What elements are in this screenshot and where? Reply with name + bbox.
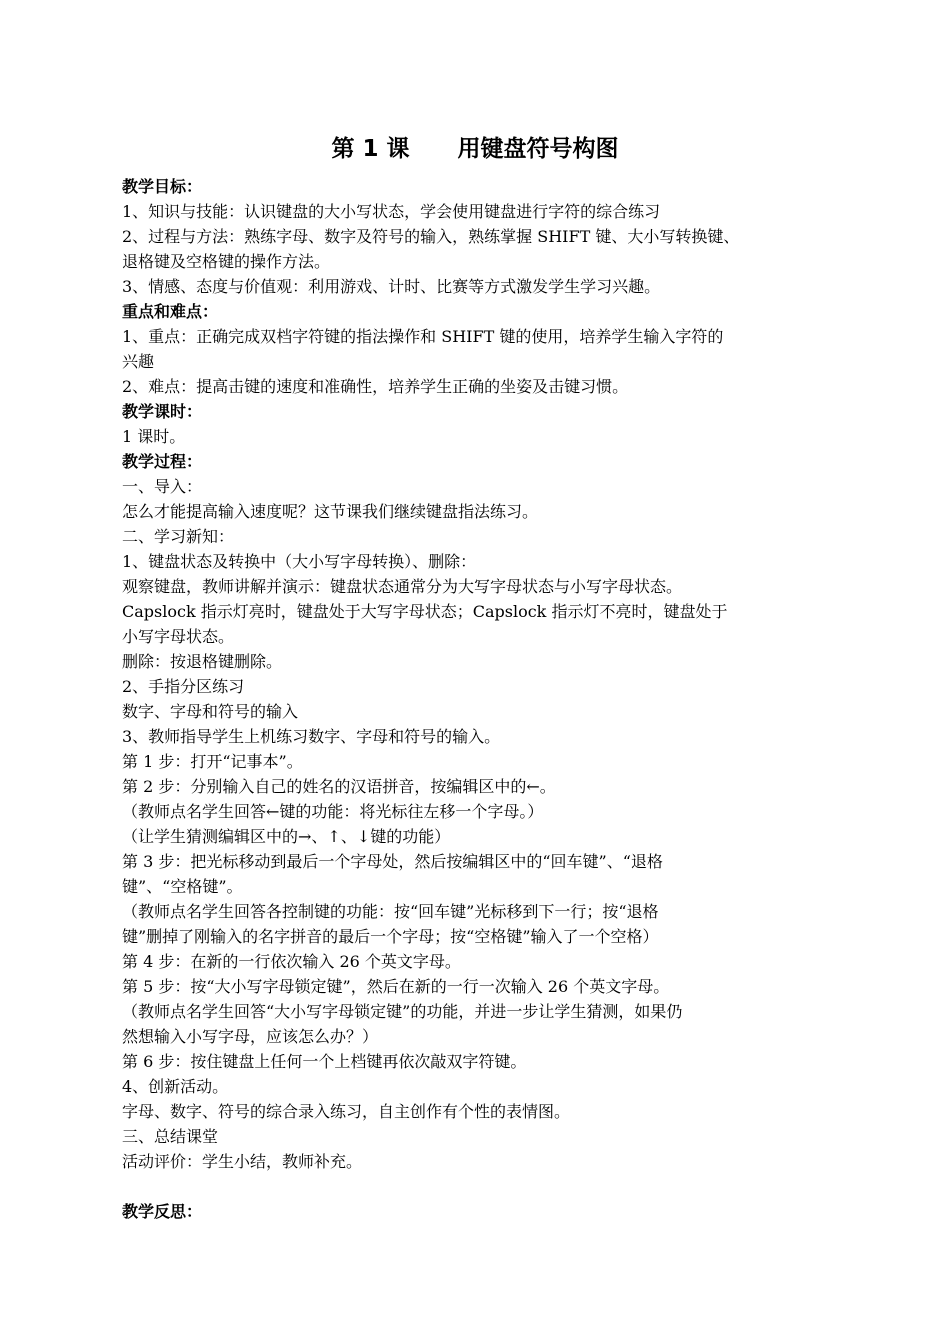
process-line: 键”、“空格键”。 (122, 877, 243, 896)
process-line: （教师点名学生回答各控制键的功能：按“回车键”光标移到下一行；按“退格 (122, 902, 659, 921)
lesson-title: 第 1 课 用键盘符号构图 (331, 136, 619, 162)
process-line: 然想输入小写字母，应该怎么办？） (122, 1027, 379, 1046)
process-list (122, 474, 832, 1174)
key-points-line: 2、难点：提高击键的速度和准确性，培养学生正确的坐姿及击键习惯。 (122, 377, 629, 396)
process-line: 三、总结课堂 (122, 1127, 219, 1146)
reflection-heading: 教学反思： (122, 1202, 203, 1221)
key-points-heading: 重点和难点： (122, 302, 219, 321)
process-line: 观察键盘，教师讲解并演示：键盘状态通常分为大写字母状态与小写字母状态。 (122, 577, 683, 596)
goals-line: 1、知识与技能：认识键盘的大小写状态，学会使用键盘进行字符的综合练习 (122, 202, 661, 221)
process-line: 1、键盘状态及转换中（大小写字母转换）、删除： (122, 552, 477, 571)
process-line: 2、手指分区练习 (122, 677, 245, 696)
key-points-line: 兴趣 (122, 352, 155, 371)
process-line: （教师点名学生回答“大小写字母锁定键”的功能，并进一步让学生猜测，如果仍 (122, 1002, 683, 1021)
process-line: 第 1 步：打开“记事本”。 (122, 752, 303, 771)
key-points-line: 1、重点：正确完成双档字符键的指法操作和 SHIFT 键的使用，培养学生输入字符的 (122, 327, 724, 346)
goals-heading: 教学目标： (122, 177, 203, 196)
process-line: 3、教师指导学生上机练习数字、字母和符号的输入。 (122, 727, 501, 746)
process-line: 第 6 步：按住键盘上任何一个上档键再依次敲双字符键。 (122, 1052, 527, 1071)
key-points-list (122, 324, 832, 399)
process-line: 字母、数字、符号的综合录入练习，自主创作有个性的表情图。 (122, 1102, 571, 1121)
process-line: 小写字母状态。 (122, 627, 235, 646)
process-line: 怎么才能提高输入速度呢？这节课我们继续键盘指法练习。 (122, 502, 539, 521)
process-line: 一、导入： (122, 477, 203, 496)
process-line: 二、学习新知： (122, 527, 235, 546)
process-line: 第 2 步：分别输入自己的姓名的汉语拼音，按编辑区中的←。 (122, 777, 556, 796)
process-line: 第 3 步：把光标移动到最后一个字母处，然后按编辑区中的“回车键”、“退格 (122, 852, 663, 871)
process-line: 第 5 步：按“大小写字母锁定键”，然后在新的一行一次输入 26 个英文字母。 (122, 977, 670, 996)
goals-list (122, 199, 832, 299)
process-line: 键”删掉了刚输入的名字拼音的最后一个字母；按“空格键”输入了一个空格） (122, 927, 659, 946)
process-line: 删除：按退格键删除。 (122, 652, 283, 671)
process-heading: 教学过程： (122, 452, 203, 471)
goals-line: 3、情感、态度与价值观：利用游戏、计时、比赛等方式激发学生学习兴趣。 (122, 277, 661, 296)
process-line: 4、创新活动。 (122, 1077, 229, 1096)
goals-line: 退格键及空格键的操作方法。 (122, 252, 331, 271)
process-line: 活动评价：学生小结，教师补充。 (122, 1152, 363, 1171)
class-hours-line: 1 课时。 (122, 427, 186, 446)
blank-line (122, 1174, 832, 1199)
goals-line: 2、过程与方法：熟练字母、数字及符号的输入，熟练掌握 SHIFT 键、大小写转换键、 (122, 227, 740, 246)
process-line: Capslock 指示灯亮时，键盘处于大写字母状态；Capslock 指示灯不亮时，键盘处于 (122, 602, 728, 621)
class-hours-heading: 教学课时： (122, 402, 203, 421)
process-line: （让学生猜测编辑区中的→、↑、↓键的功能） (122, 827, 451, 846)
document-body (122, 174, 832, 1224)
process-line: 数字、字母和符号的输入 (122, 702, 299, 721)
process-line: （教师点名学生回答←键的功能：将光标往左移一个字母。） (122, 802, 544, 821)
process-line: 第 4 步：在新的一行依次输入 26 个英文字母。 (122, 952, 461, 971)
